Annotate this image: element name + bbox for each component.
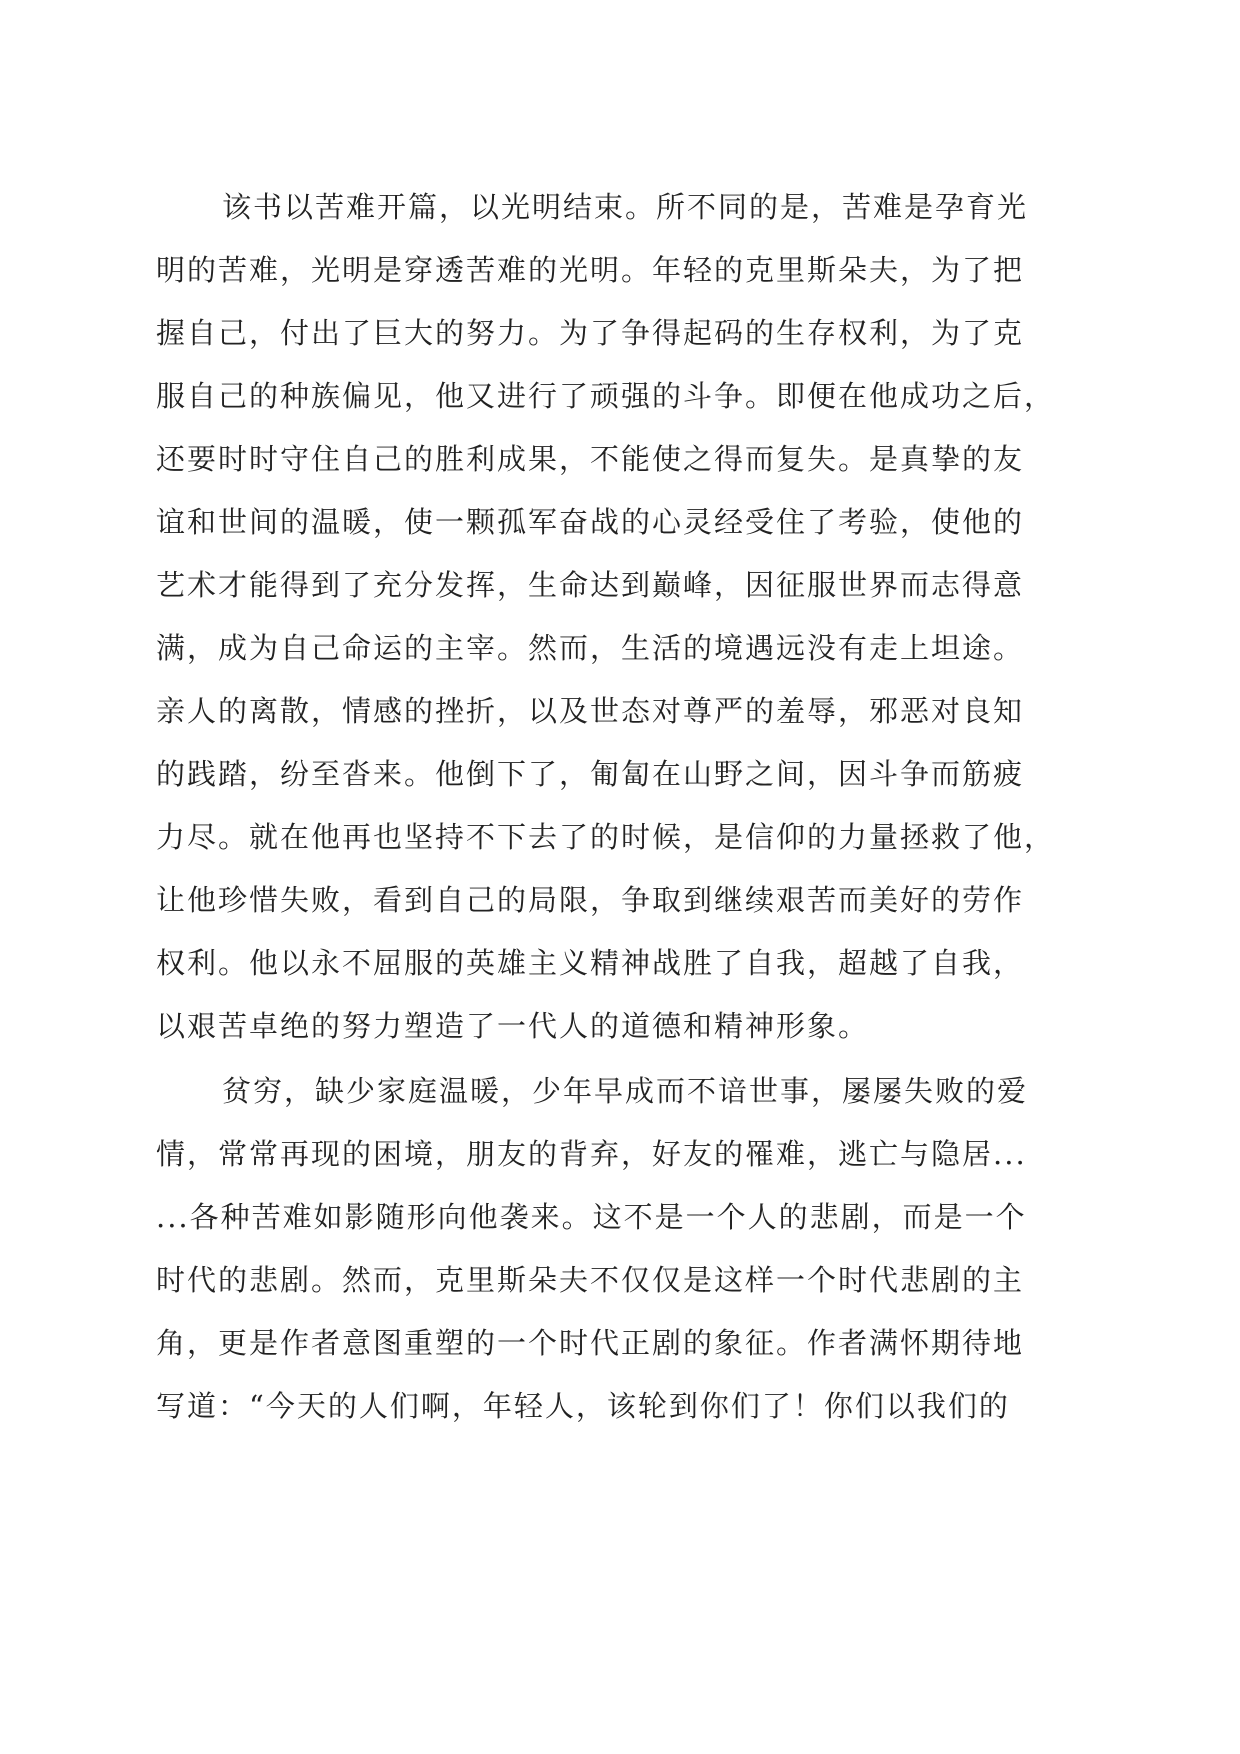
- text-line: 情，常常再现的困境，朋友的背弃，好友的罹难，逃亡与隐居...: [156, 1137, 1027, 1171]
- text-line: 该书以苦难开篇，以光明结束。所不同的是，苦难是孕育光: [222, 190, 1029, 224]
- text-line: ...各种苦难如影随形向他袭来。这不是一个人的悲剧，而是一个: [156, 1200, 1027, 1234]
- text-line: 满，成为自己命运的主宰。然而，生活的境遇远没有走上坦途。: [156, 631, 1025, 665]
- text-line: 亲人的离散，情感的挫折，以及世态对尊严的羞辱，邪恶对良知: [156, 694, 1025, 728]
- text-line: 艺术才能得到了充分发挥，生命达到巅峰，因征服世界而志得意: [156, 568, 1025, 602]
- text-line: 力尽。就在他再也坚持不下去了的时候，是信仰的力量拯救了他，: [156, 820, 1056, 854]
- text-line: 时代的悲剧。然而，克里斯朵夫不仅仅是这样一个时代悲剧的主: [156, 1263, 1025, 1297]
- text-line: 谊和世间的温暖，使一颗孤军奋战的心灵经受住了考验，使他的: [156, 505, 1025, 539]
- text-line: 服自己的种族偏见，他又进行了顽强的斗争。即便在他成功之后，: [156, 379, 1056, 413]
- text-line: 写道：“今天的人们啊，年轻人，该轮到你们了！你们以我们的: [156, 1389, 1010, 1423]
- text-line: 贫穷，缺少家庭温暖，少年早成而不谙世事，屡屡失败的爱: [222, 1074, 1029, 1108]
- text-line: 以艰苦卓绝的努力塑造了一代人的道德和精神形象。: [156, 1009, 870, 1043]
- text-line: 握自己，付出了巨大的努力。为了争得起码的生存权利，为了克: [156, 316, 1025, 350]
- text-line: 角，更是作者意图重塑的一个时代正剧的象征。作者满怀期待地: [156, 1326, 1025, 1360]
- text-line: 让他珍惜失败，看到自己的局限，争取到继续艰苦而美好的劳作: [156, 883, 1025, 917]
- text-line: 明的苦难，光明是穿透苦难的光明。年轻的克里斯朵夫，为了把: [156, 253, 1025, 287]
- text-line: 的践踏，纷至沓来。他倒下了，匍匐在山野之间，因斗争而筋疲: [156, 757, 1025, 791]
- text-line: 还要时时守住自己的胜利成果，不能使之得而复失。是真挚的友: [156, 442, 1025, 476]
- text-line: 权利。他以永不屈服的英雄主义精神战胜了自我，超越了自我，: [156, 946, 1025, 980]
